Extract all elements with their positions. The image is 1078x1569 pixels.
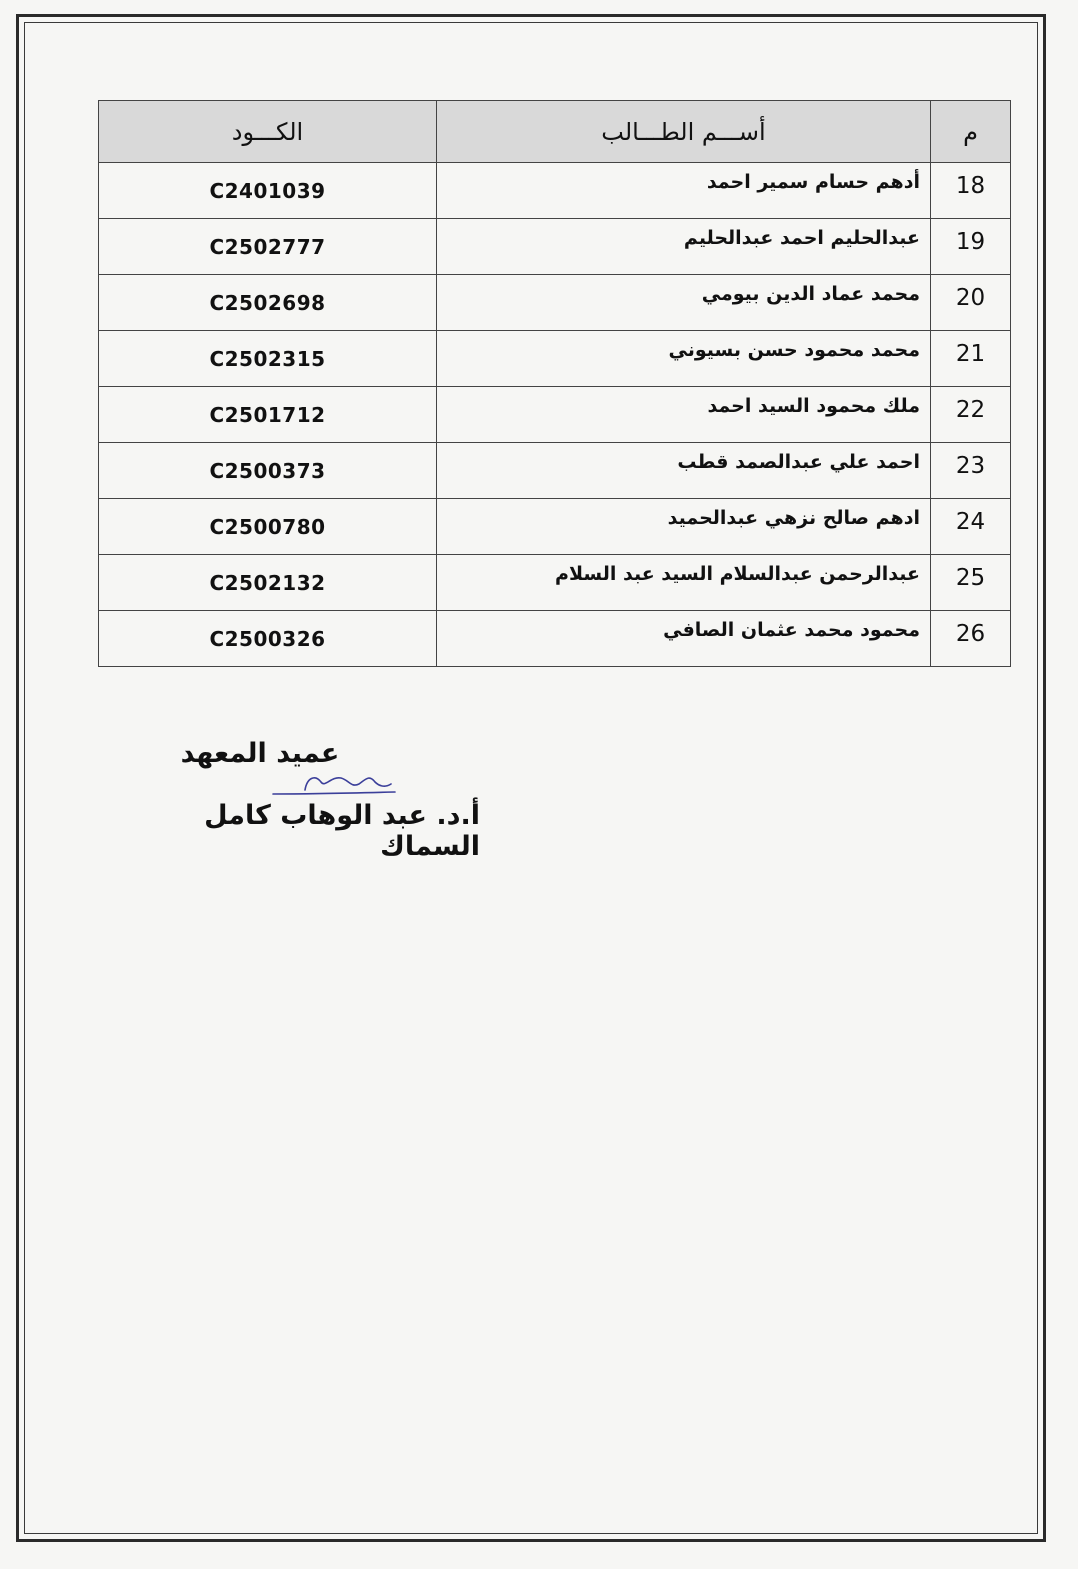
row-number: 22 xyxy=(931,387,1011,443)
row-number: 24 xyxy=(931,499,1011,555)
student-name: احمد علي عبدالصمد قطب xyxy=(437,443,931,499)
row-number: 25 xyxy=(931,555,1011,611)
student-code: C2502698 xyxy=(99,275,437,331)
handwritten-signature xyxy=(265,764,405,800)
student-name: محمد عماد الدين بيومي xyxy=(437,275,931,331)
row-number: 18 xyxy=(931,163,1011,219)
row-number: 20 xyxy=(931,275,1011,331)
table-row xyxy=(99,275,1011,331)
row-number: 26 xyxy=(931,611,1011,667)
header-name: أســـم الطـــالب xyxy=(437,101,931,163)
student-name: محمود محمد عثمان الصافي xyxy=(437,611,931,667)
row-number: 23 xyxy=(931,443,1011,499)
student-name: محمد محمود حسن بسيوني xyxy=(437,331,931,387)
student-code: C2401039 xyxy=(99,163,437,219)
student-name: ملك محمود السيد احمد xyxy=(437,387,931,443)
table-row xyxy=(99,611,1011,667)
student-name: عبدالحليم احمد عبدالحليم xyxy=(437,219,931,275)
student-name: ادهم صالح نزهي عبدالحميد xyxy=(437,499,931,555)
student-table xyxy=(98,100,1011,667)
student-code: C2501712 xyxy=(99,387,437,443)
header-code: الكـــود xyxy=(99,101,437,163)
table-row xyxy=(99,443,1011,499)
student-code: C2500780 xyxy=(99,499,437,555)
table-row xyxy=(99,163,1011,219)
table-row xyxy=(99,219,1011,275)
student-name: عبدالرحمن عبدالسلام السيد عبد السلام xyxy=(437,555,931,611)
student-code: C2502132 xyxy=(99,555,437,611)
signature-stroke xyxy=(273,792,395,794)
table-row xyxy=(99,499,1011,555)
table-header-row xyxy=(99,101,1011,163)
student-code: C2500326 xyxy=(99,611,437,667)
student-code: C2502315 xyxy=(99,331,437,387)
table-row xyxy=(99,331,1011,387)
signature-stroke xyxy=(305,778,391,790)
dean-title: عميد المعهد xyxy=(180,738,340,769)
row-number: 19 xyxy=(931,219,1011,275)
header-number: م xyxy=(931,101,1011,163)
table-row xyxy=(99,387,1011,443)
student-code: C2500373 xyxy=(99,443,437,499)
dean-name: أ.د. عبد الوهاب كامل السماك xyxy=(204,800,480,862)
table-row xyxy=(99,555,1011,611)
student-code: C2502777 xyxy=(99,219,437,275)
row-number: 21 xyxy=(931,331,1011,387)
student-name: أدهم حسام سمير احمد xyxy=(437,163,931,219)
